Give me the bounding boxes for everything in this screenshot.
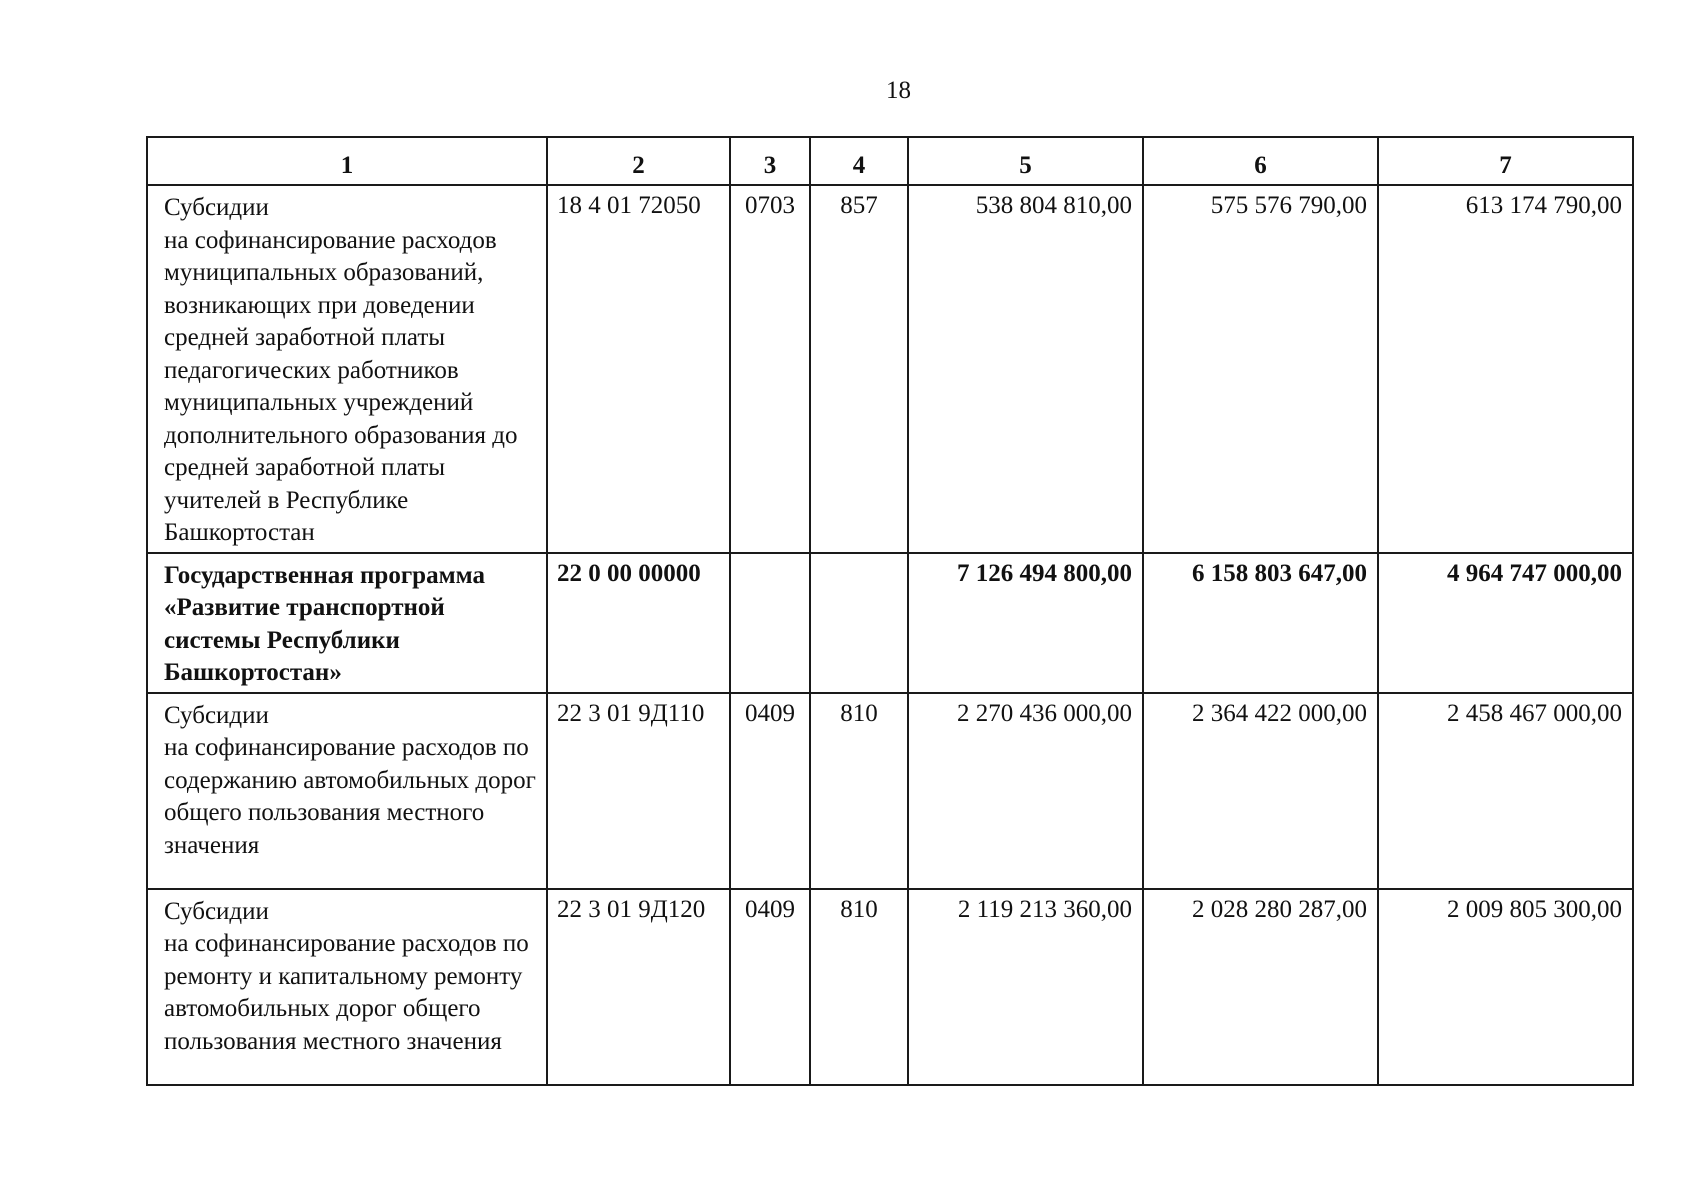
row-name-text: Субсидии на софинансирование расходов по содержанию автомобильных дорог общего пользования местного значения: [164, 701, 536, 859]
column-header-2: 2: [547, 137, 730, 185]
row-section: 0409: [730, 889, 810, 1085]
row-name: [147, 693, 547, 889]
column-header-7: 7: [1378, 137, 1633, 185]
row-code: 18 4 01 72050: [547, 185, 730, 553]
table-row: [147, 553, 1633, 693]
row-name-text: Субсидии на софинансирование расходов муниципальных образований, возникающих при доведении средней заработной платы педагогических работников муниципальных учреждений дополнительного образования до средней заработной платы учителей в Республике Башкортостан: [164, 194, 518, 546]
row-section: 0703: [730, 185, 810, 553]
row-amount-3: 4 964 747 000,00: [1378, 553, 1633, 693]
row-amount-2: 2 028 280 287,00: [1143, 889, 1378, 1085]
column-header-6: 6: [1143, 137, 1378, 185]
row-amount-2: 6 158 803 647,00: [1143, 553, 1378, 693]
row-type: 810: [810, 889, 908, 1085]
row-type: 810: [810, 693, 908, 889]
column-header-1: 1: [147, 137, 547, 185]
row-code: 22 3 01 9Д110: [547, 693, 730, 889]
row-name-text: Государственная программа «Развитие транспортной системы Республики Башкортостан»: [164, 561, 485, 686]
row-code: 22 0 00 00000: [547, 553, 730, 693]
table-row: [147, 185, 1633, 553]
row-section: [730, 553, 810, 693]
row-section: 0409: [730, 693, 810, 889]
column-header-4: 4: [810, 137, 908, 185]
row-amount-3: 613 174 790,00: [1378, 185, 1633, 553]
row-amount-2: 575 576 790,00: [1143, 185, 1378, 553]
row-type: [810, 553, 908, 693]
row-amount-3: 2 458 467 000,00: [1378, 693, 1633, 889]
row-amount-1: 2 119 213 360,00: [908, 889, 1143, 1085]
row-name: [147, 553, 547, 693]
column-header-5: 5: [908, 137, 1143, 185]
header-row: [147, 137, 1633, 185]
column-header-3: 3: [730, 137, 810, 185]
row-name: [147, 889, 547, 1085]
row-amount-1: 2 270 436 000,00: [908, 693, 1143, 889]
budget-table: [146, 136, 1634, 1086]
page-number: 18: [886, 77, 911, 104]
row-amount-1: 538 804 810,00: [908, 185, 1143, 553]
table-row: [147, 889, 1633, 1085]
row-name-text: Субсидии на софинансирование расходов по ремонту и капитальному ремонту автомобильных дорог общего пользования местного значения: [164, 897, 529, 1055]
row-name: [147, 185, 547, 553]
table-row: [147, 693, 1633, 889]
row-amount-1: 7 126 494 800,00: [908, 553, 1143, 693]
row-amount-2: 2 364 422 000,00: [1143, 693, 1378, 889]
row-amount-3: 2 009 805 300,00: [1378, 889, 1633, 1085]
row-code: 22 3 01 9Д120: [547, 889, 730, 1085]
row-type: 857: [810, 185, 908, 553]
